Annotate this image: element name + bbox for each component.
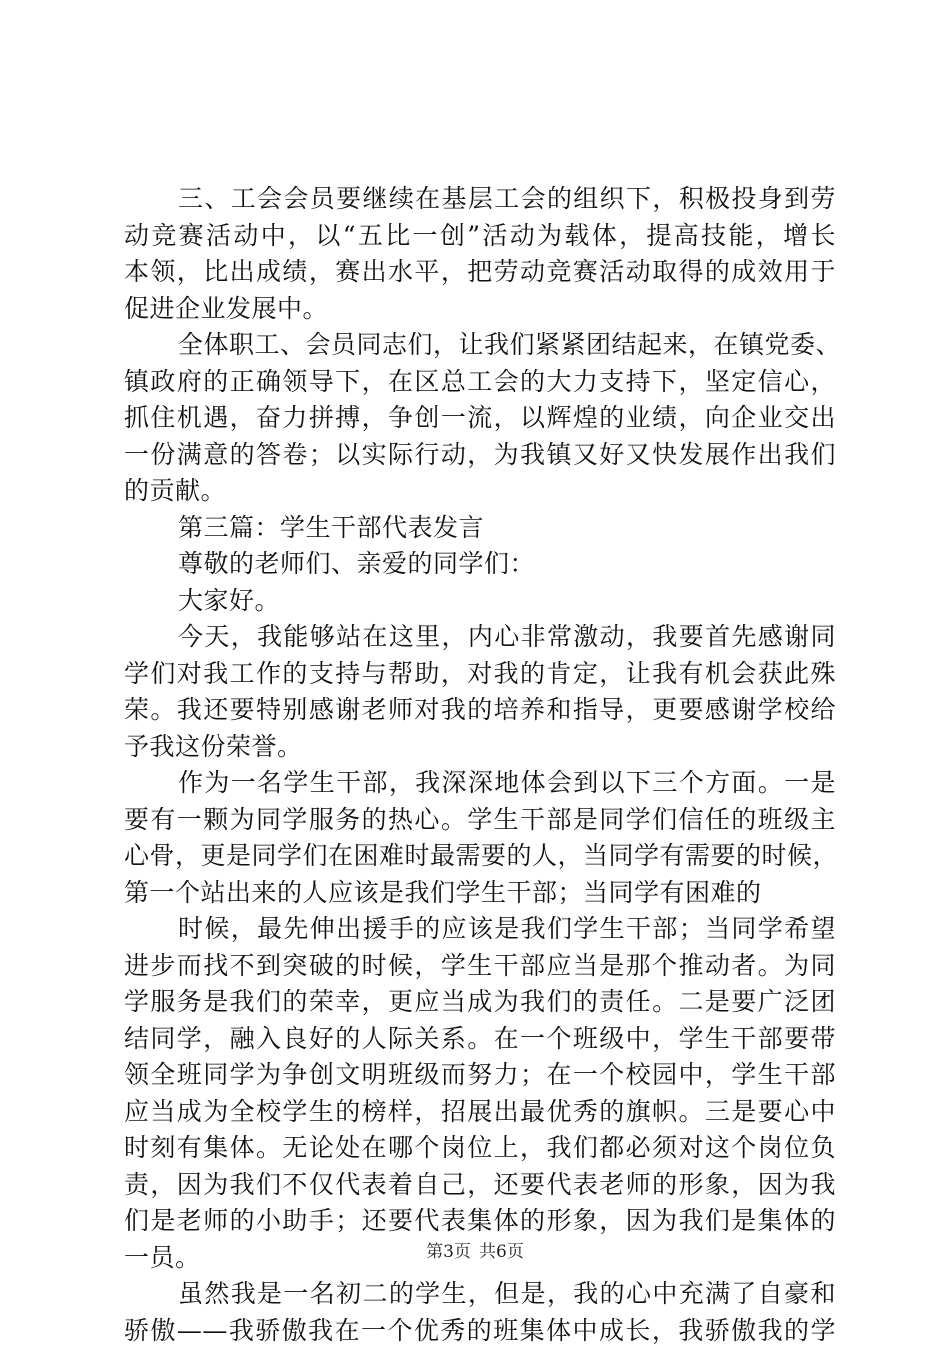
text-line: 一员。 [124, 1240, 836, 1277]
text-line: 心骨，更是同学们在困难时最需要的人，当同学有需要的时候， [124, 838, 836, 875]
page-number: 第3页 [426, 1241, 471, 1263]
text-line: 要有一颗为同学服务的热心。学生干部是同学们信任的班级主 [124, 802, 836, 839]
text-line: 结同学，融入良好的人际关系。在一个班级中，学生干部要带 [124, 1021, 836, 1058]
text-line: 虽然我是一名初二的学生，但是，我的心中充满了自豪和 [124, 1276, 836, 1313]
text-line: 进步而找不到突破的时候，学生干部应当是那个推动者。为同 [124, 948, 836, 985]
text-line: 第三篇：学生干部代表发言 [124, 510, 836, 547]
text-line: 予我这份荣誉。 [124, 729, 836, 766]
text-line: 尊敬的老师们、亲爱的同学们： [124, 546, 836, 583]
text-line: 本领，比出成绩，赛出水平，把劳动竞赛活动取得的成效用于 [124, 254, 836, 291]
text-line: 们是老师的小助手；还要代表集体的形象，因为我们是集体的 [124, 1203, 836, 1240]
text-line: 责，因为我们不仅代表着自己，还要代表老师的形象，因为我 [124, 1167, 836, 1204]
page-footer [0, 1241, 950, 1263]
text-line: 大家好。 [124, 583, 836, 620]
text-line: 镇政府的正确领导下，在区总工会的大力支持下，坚定信心， [124, 364, 836, 401]
page-total: 共6页 [479, 1241, 524, 1263]
text-line: 骄傲——我骄傲我在一个优秀的班集体中成长，我骄傲我的学 [124, 1313, 836, 1349]
text-line: 领全班同学为争创文明班级而努力；在一个校园中，学生干部 [124, 1057, 836, 1094]
text-line: 抓住机遇，奋力拼搏，争创一流，以辉煌的业绩，向企业交出 [124, 400, 836, 437]
text-line: 的贡献。 [124, 473, 836, 510]
text-line: 今天，我能够站在这里，内心非常激动，我要首先感谢同 [124, 619, 836, 656]
text-line: 三、工会会员要继续在基层工会的组织下，积极投身到劳 [124, 181, 836, 218]
text-line: 学们对我工作的支持与帮助，对我的肯定，让我有机会获此殊 [124, 656, 836, 693]
text-line: 作为一名学生干部，我深深地体会到以下三个方面。一是 [124, 765, 836, 802]
document-body [124, 181, 836, 1349]
text-line: 第一个站出来的人应该是我们学生干部；当同学有困难的 [124, 875, 836, 912]
text-line: 一份满意的答卷；以实际行动，为我镇又好又快发展作出我们 [124, 437, 836, 474]
text-line: 应当成为全校学生的榜样，招展出最优秀的旗帜。三是要心中 [124, 1094, 836, 1131]
text-line: 荣。我还要特别感谢老师对我的培养和指导，更要感谢学校给 [124, 692, 836, 729]
text-line: 动竞赛活动中，以“五比一创”活动为载体，提高技能，增长 [124, 218, 836, 255]
text-line: 时刻有集体。无论处在哪个岗位上，我们都必须对这个岗位负 [124, 1130, 836, 1167]
text-line: 时候，最先伸出援手的应该是我们学生干部；当同学希望 [124, 911, 836, 948]
text-line: 促进企业发展中。 [124, 291, 836, 328]
text-line: 学服务是我们的荣幸，更应当成为我们的责任。二是要广泛团 [124, 984, 836, 1021]
text-line: 全体职工、会员同志们，让我们紧紧团结起来，在镇党委、 [124, 327, 836, 364]
